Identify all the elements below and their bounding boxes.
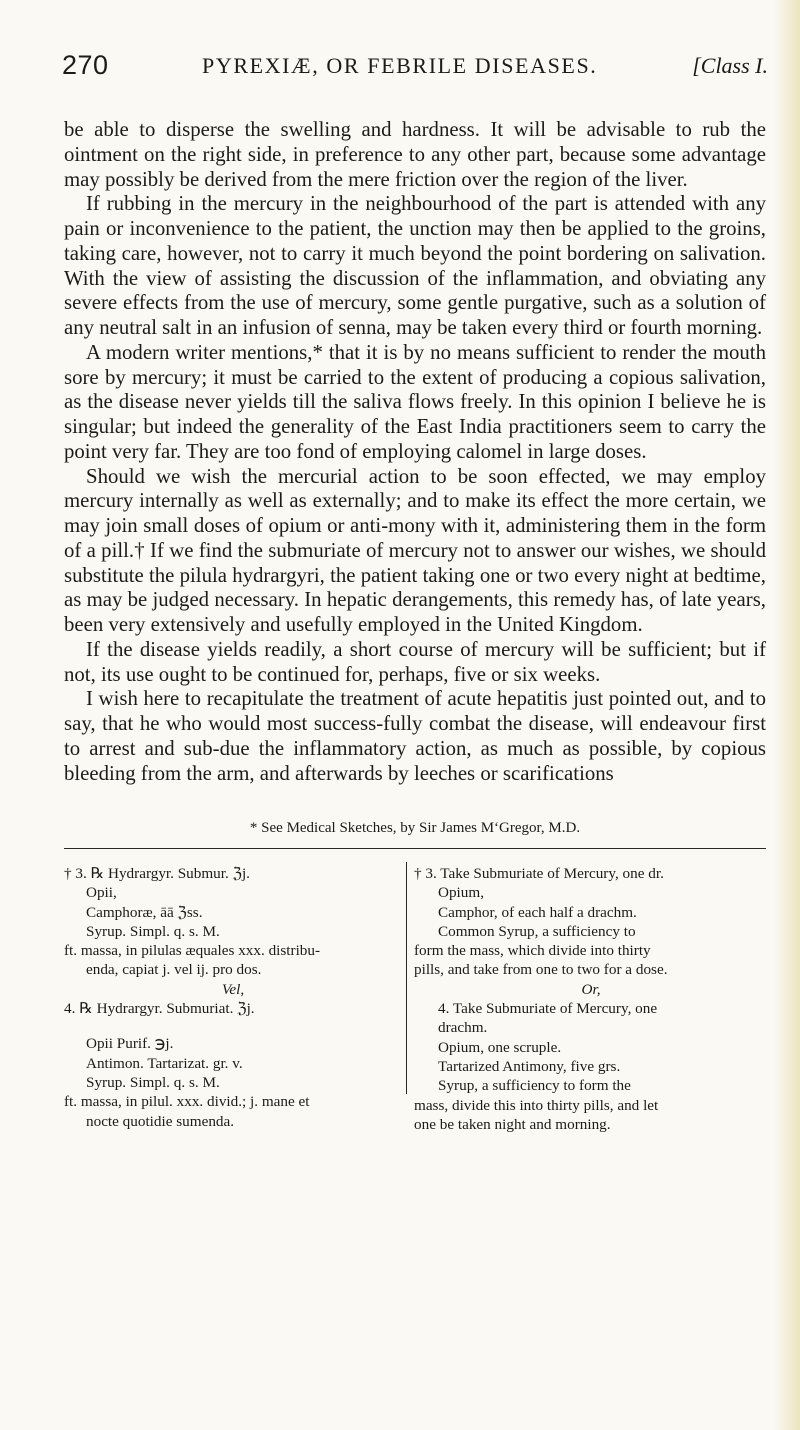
- prescription-line: Antimon. Tartarizat. gr. v.: [86, 1054, 243, 1072]
- class-label: [Class I.: [692, 53, 768, 78]
- prescription-line: Or,: [581, 980, 601, 998]
- prescription-line: form the mass, which divide into thirty: [414, 942, 651, 960]
- footnote-divider: [64, 848, 766, 849]
- prescription-line: drachm.: [438, 1019, 488, 1037]
- prescription-line: Vel,: [221, 980, 245, 998]
- prescription-line: Syrup. Simpl. q. s. M.: [86, 1073, 220, 1091]
- paragraph: I wish here to recapitulate the treatment of acute hepatitis just pointed out, and to say, that he who would most success-fully combat the disease, will endeavour first to arrest and sub-due the inflammatory action, as much as possible, by copious bleeding from the arm, and afterwards by leeches or scarifications: [64, 687, 766, 785]
- prescription-line: Opium,: [438, 884, 484, 902]
- prescription-line: Opii,: [86, 884, 117, 902]
- paragraph: Should we wish the mercurial action to be soon effected, we may employ mercury internally as well as externally; and to make its effect the more certain, we may join small doses of opium or anti-mony with it, administering them in the form of a pill.† If we find the submuriate of mercury not to answer our wishes, we should substitute the pilula hydrargyri, the patient taking one or two every night at bedtime, as may be judged necessary. In hepatic derangements, this remedy has, of late years, been very extensively and usefully employed in the United Kingdom.: [64, 464, 766, 636]
- main-text: [64, 118, 766, 786]
- page-edge-shading: [774, 0, 800, 1430]
- prescription-line: enda, capiat j. vel ij. pro dos.: [86, 961, 262, 979]
- paragraph: If rubbing in the mercury in the neighbourhood of the part is attended with any pain or inconvenience to the patient, the unction may then be applied to the groins, taking care, however, not to carry it much beyond the point bordering on salivation. With the view of assisting the discussion of the inflammation, and obviating any severe effects from the use of mercury, some gentle purgative, such as a solution of any neutral salt in an infusion of senna, may be taken every third or fourth morning.: [64, 192, 766, 339]
- prescription-line: mass, divide this into thirty pills, and let: [414, 1096, 659, 1114]
- prescription-line: † 3. ℞ Hydrargyr. Submur. ℨj.: [64, 865, 250, 882]
- prescription-line: Camphor, of each half a drachm.: [438, 903, 637, 921]
- prescription-line: † 3. Take Submuriate of Mercury, one dr.: [414, 865, 664, 882]
- prescription-line: Syrup. Simpl. q. s. M.: [86, 922, 220, 940]
- prescription-line: nocte quotidie sumenda.: [86, 1112, 235, 1130]
- prescription-line: one be taken night and morning.: [414, 1115, 611, 1133]
- paragraph: A modern writer mentions,* that it is by no means sufficient to render the mouth sore by mercury; it must be carried to the extent of producing a copious salivation, as the disease never yields till the saliva flows freely. In this opinion I believe he is singular; but indeed the generality of the East India practitioners seem to carry the point very far. They are too fond of employing calomel in large doses.: [64, 340, 766, 463]
- english-prescriptions: [414, 864, 768, 1134]
- prescription-line: Common Syrup, a sufficiency to: [438, 922, 636, 940]
- latin-prescriptions: [64, 864, 402, 1131]
- prescription-line: Syrup, a sufficiency to form the: [438, 1077, 631, 1095]
- prescription-line: ft. massa, in pilulas æquales xxx. distribu-: [64, 942, 321, 960]
- footnote: * See Medical Sketches, by Sir James M‘Gregor, M.D.: [249, 820, 581, 836]
- prescription-line: Opium, one scruple.: [438, 1038, 562, 1056]
- prescription-line: Tartarized Antimony, five grs.: [438, 1057, 621, 1075]
- paragraph: be able to disperse the swelling and hardness. It will be advisable to rub the ointment on the right side, in preference to any other part, because some advantage may possibly be derived from the mere friction over the region of the liver.: [64, 118, 766, 191]
- prescription-line: 4. ℞ Hydrargyr. Submuriat. ℨj.: [64, 1000, 255, 1018]
- prescription-line: pills, and take from one to two for a dose.: [414, 961, 668, 979]
- line-gap: [64, 1018, 402, 1034]
- paragraph: If the disease yields readily, a short course of mercury will be sufficient; but if not, its use ought to be continued for, perhaps, five or six weeks.: [64, 637, 766, 686]
- column-rule: [406, 862, 407, 1094]
- page-number: 270: [62, 50, 109, 80]
- prescription-line: ft. massa, in pilul. xxx. divid.; j. mane et: [64, 1093, 310, 1111]
- running-title: PYREXIÆ, OR FEBRILE DISEASES.: [202, 53, 598, 78]
- prescription-line: 4. Take Submuriate of Mercury, one: [438, 1000, 658, 1018]
- prescription-line: Opii Purif. ℈j.: [86, 1035, 174, 1053]
- prescription-line: Camphoræ, āā ℨss.: [86, 903, 203, 921]
- page-header: [62, 50, 768, 90]
